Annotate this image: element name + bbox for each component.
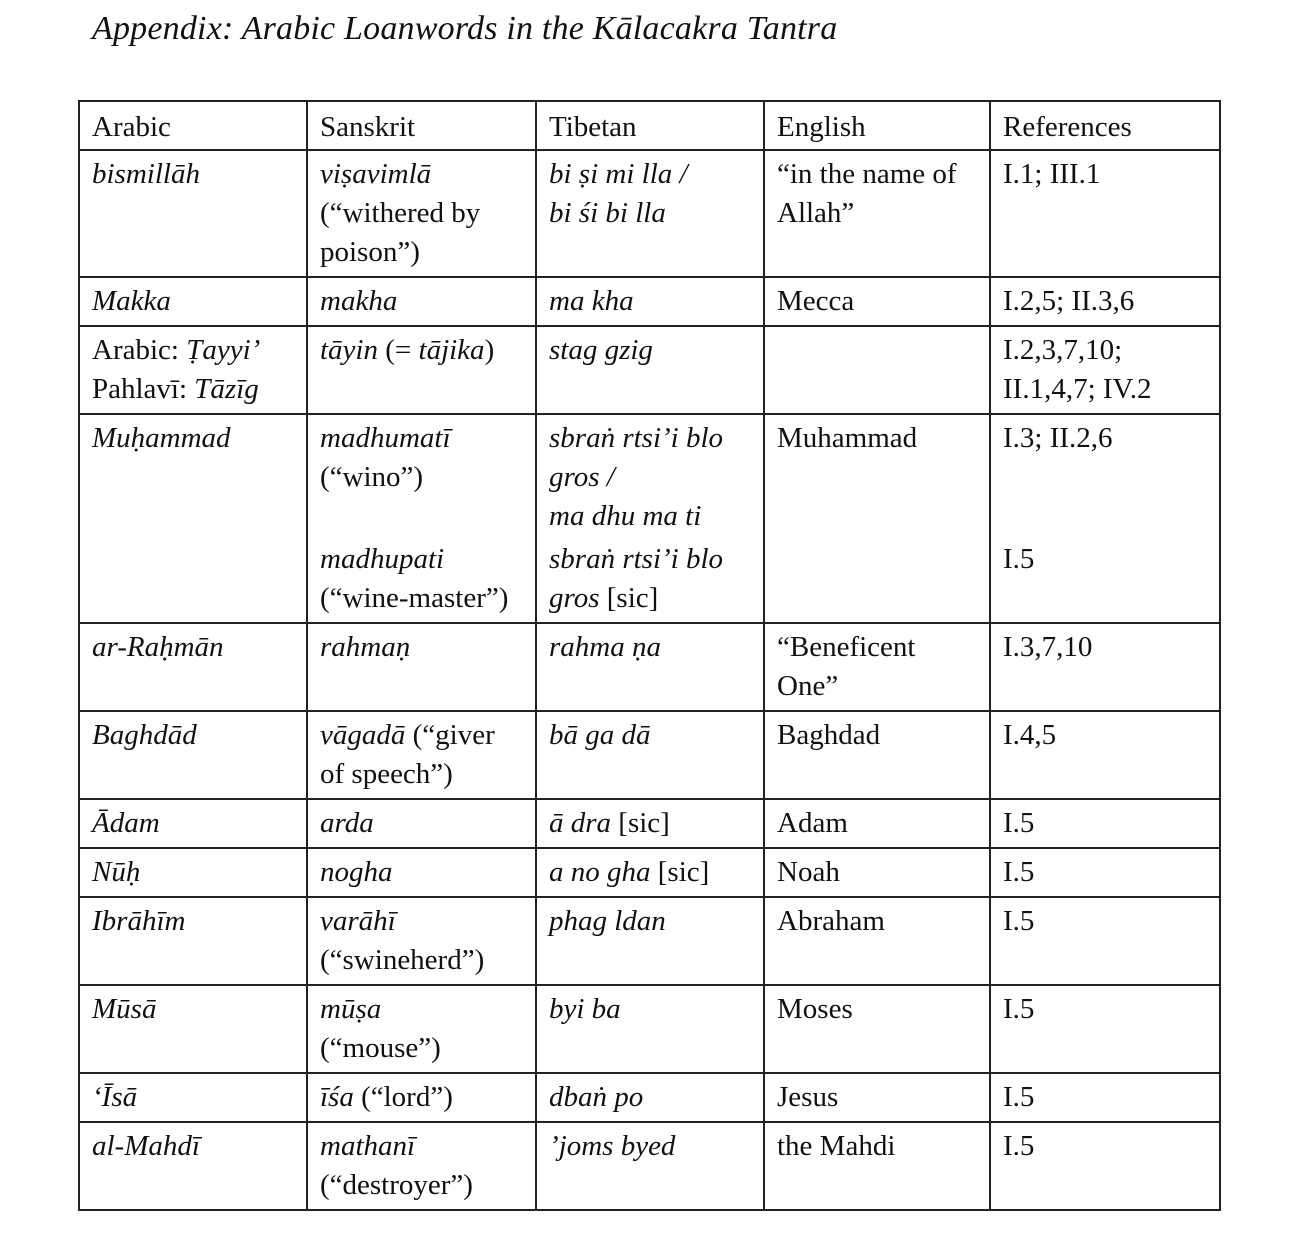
column-header-english: English: [764, 101, 990, 150]
sanskrit-term: madhumatī: [320, 422, 451, 454]
cell-tibetan: [536, 277, 764, 326]
arabic-term: Ibrāhīm: [92, 905, 186, 937]
cell-arabic: [79, 1122, 307, 1210]
cell-sanskrit: [307, 623, 536, 711]
cell-sanskrit: [307, 799, 536, 848]
english-term: Noah: [777, 856, 840, 888]
references-text-2: I.5: [1003, 543, 1035, 575]
english-term: Abraham: [777, 905, 885, 937]
cell-arabic: [79, 1073, 307, 1122]
sanskrit-paren-close: ): [484, 334, 495, 366]
tibetan-term: bi ṣi mi lla /: [549, 158, 688, 190]
english-term: “Beneficent One”: [777, 631, 916, 702]
column-header-sanskrit: Sanskrit: [307, 101, 536, 150]
arabic-term: ar-Raḥmān: [92, 631, 224, 663]
cell-arabic: [79, 711, 307, 799]
references-text: I.5: [1003, 993, 1035, 1025]
sanskrit-term-2: madhupati: [320, 543, 445, 575]
sanskrit-term: īśa: [320, 1081, 354, 1113]
cell-tibetan: [536, 414, 764, 623]
tibetan-term-2: sbraṅ rtsi’i blo gros: [549, 543, 724, 614]
references-text: I.5: [1003, 856, 1035, 888]
sanskrit-term: varāhī: [320, 905, 396, 937]
arabic-term: Makka: [92, 285, 171, 317]
english-term: Baghdad: [777, 719, 881, 751]
cell-references: [990, 799, 1220, 848]
cell-english: [764, 1122, 990, 1210]
cell-english: [764, 326, 990, 414]
cell-references: [990, 1073, 1220, 1122]
arabic-term: Mūsā: [92, 993, 157, 1025]
sanskrit-gloss-2: (“wine-master”): [320, 582, 509, 614]
table-row: [79, 277, 1220, 326]
sanskrit-term: vāgadā: [320, 719, 406, 751]
table-row: [79, 326, 1220, 414]
cell-arabic: [79, 414, 307, 623]
table-row: [79, 150, 1220, 277]
arabic-label: Arabic:: [92, 334, 187, 366]
cell-arabic: [79, 799, 307, 848]
cell-tibetan: [536, 326, 764, 414]
cell-tibetan: [536, 1122, 764, 1210]
table-row: [79, 799, 1220, 848]
cell-english: [764, 623, 990, 711]
tibetan-term: dbaṅ po: [549, 1081, 644, 1113]
cell-tibetan: [536, 799, 764, 848]
table-row: [79, 623, 1220, 711]
references-text: I.5: [1003, 1081, 1035, 1113]
cell-english: [764, 1073, 990, 1122]
cell-arabic: [79, 277, 307, 326]
cell-english: [764, 799, 990, 848]
sanskrit-paren-open: (=: [378, 334, 419, 366]
cell-english: [764, 277, 990, 326]
cell-english: [764, 414, 990, 623]
sanskrit-term: nogha: [320, 856, 393, 888]
references-text: I.3; II.2,6: [1003, 422, 1113, 454]
tibetan-term: a no gha: [549, 856, 651, 888]
tibetan-term: sbraṅ rtsi’i blo gros /: [549, 422, 724, 493]
column-header-arabic: Arabic: [79, 101, 307, 150]
references-text: I.5: [1003, 807, 1035, 839]
cell-references: [990, 985, 1220, 1073]
tibetan-term: bā ga dā: [549, 719, 651, 751]
cell-english: [764, 897, 990, 985]
cell-sanskrit: [307, 711, 536, 799]
references-text: I.3,7,10: [1003, 631, 1093, 663]
cell-sanskrit: [307, 1122, 536, 1210]
arabic-term: Nūḥ: [92, 856, 141, 888]
sanskrit-term: mūṣa: [320, 993, 382, 1025]
english-term: Jesus: [777, 1081, 839, 1113]
table-header-row: [79, 101, 1220, 150]
cell-tibetan: [536, 897, 764, 985]
sanskrit-term: tāyin: [320, 334, 378, 366]
english-term: Moses: [777, 993, 853, 1025]
cell-english: [764, 848, 990, 897]
cell-arabic: [79, 897, 307, 985]
cell-arabic: [79, 848, 307, 897]
loanwords-table: [78, 100, 1221, 1211]
cell-sanskrit: [307, 1073, 536, 1122]
references-text: I.5: [1003, 1130, 1035, 1162]
english-term: the Mahdi: [777, 1130, 896, 1162]
table-row: [79, 985, 1220, 1073]
page-title: Appendix: Arabic Loanwords in the Kālacakra Tantra: [92, 10, 838, 47]
tibetan-term: ’joms byed: [549, 1130, 676, 1162]
cell-references: [990, 1122, 1220, 1210]
table-row: [79, 1073, 1220, 1122]
arabic-term: Muḥammad: [92, 422, 231, 454]
cell-references: [990, 150, 1220, 277]
english-term: “in the name of Allah”: [777, 158, 957, 229]
cell-tibetan: [536, 623, 764, 711]
arabic-term: al-Mahdī: [92, 1130, 200, 1162]
references-text: I.5: [1003, 905, 1035, 937]
cell-tibetan: [536, 1073, 764, 1122]
english-term: Adam: [777, 807, 848, 839]
tibetan-term-alt: bi śi bi lla: [549, 197, 666, 229]
tibetan-term: stag gzig: [549, 334, 653, 366]
table-row: [79, 414, 1220, 623]
sanskrit-gloss: (“destroyer”): [320, 1169, 473, 1201]
tibetan-term: phag ldan: [549, 905, 666, 937]
table-row: [79, 711, 1220, 799]
tibetan-term: byi ba: [549, 993, 621, 1025]
cell-arabic: [79, 985, 307, 1073]
sanskrit-term: viṣavimlā: [320, 158, 432, 190]
cell-sanskrit: [307, 848, 536, 897]
sanskrit-term: arda: [320, 807, 374, 839]
cell-sanskrit: [307, 277, 536, 326]
arabic-term: bismillāh: [92, 158, 200, 190]
arabic-term: Ṭayyi’: [186, 334, 261, 366]
english-term: Mecca: [777, 285, 855, 317]
cell-references: [990, 277, 1220, 326]
table-row: [79, 1122, 1220, 1210]
tibetan-term: ā dra: [549, 807, 612, 839]
cell-references: [990, 897, 1220, 985]
tibetan-note: [sic]: [650, 856, 710, 888]
cell-arabic: [79, 326, 307, 414]
column-header-tibetan: Tibetan: [536, 101, 764, 150]
cell-arabic: [79, 623, 307, 711]
tibetan-note: [sic]: [611, 807, 670, 839]
tibetan-note-2: [sic]: [599, 582, 659, 614]
tibetan-term: rahma ṇa: [549, 631, 661, 663]
cell-sanskrit: [307, 414, 536, 623]
pahlavi-label: Pahlavī:: [92, 373, 195, 405]
sanskrit-gloss: (“wino”): [320, 461, 424, 493]
sanskrit-gloss: (“withered by poison”): [320, 197, 481, 268]
sanskrit-gloss: (“giver of speech”): [320, 719, 495, 790]
cell-english: [764, 711, 990, 799]
references-text: I.2,5; II.3,6: [1003, 285, 1135, 317]
column-header-references: References: [990, 101, 1220, 150]
cell-sanskrit: [307, 150, 536, 277]
cell-arabic: [79, 150, 307, 277]
cell-sanskrit: [307, 326, 536, 414]
references-text: I.1; III.1: [1003, 158, 1101, 190]
english-term: Muhammad: [777, 422, 918, 454]
arabic-term: Baghdād: [92, 719, 197, 751]
sanskrit-term-alt: tājika: [418, 334, 485, 366]
tibetan-term-alt: ma dhu ma ti: [549, 500, 702, 532]
cell-english: [764, 150, 990, 277]
sanskrit-gloss: (“lord”): [353, 1081, 453, 1113]
cell-tibetan: [536, 150, 764, 277]
sanskrit-term: rahmaṇ: [320, 631, 411, 663]
cell-sanskrit: [307, 985, 536, 1073]
cell-tibetan: [536, 711, 764, 799]
sanskrit-term: makha: [320, 285, 398, 317]
cell-references: [990, 848, 1220, 897]
table-row: [79, 897, 1220, 985]
cell-tibetan: [536, 848, 764, 897]
cell-references: [990, 623, 1220, 711]
references-text: I.4,5: [1003, 719, 1057, 751]
cell-references: [990, 414, 1220, 623]
cell-references: [990, 711, 1220, 799]
cell-references: [990, 326, 1220, 414]
sanskrit-gloss: (“swineherd”): [320, 944, 485, 976]
arabic-term: Ādam: [92, 807, 160, 839]
cell-english: [764, 985, 990, 1073]
tibetan-term: ma kha: [549, 285, 634, 317]
table-row: [79, 848, 1220, 897]
arabic-term: ‘Īsā: [92, 1081, 138, 1113]
sanskrit-gloss: (“mouse”): [320, 1032, 441, 1064]
cell-sanskrit: [307, 897, 536, 985]
cell-tibetan: [536, 985, 764, 1073]
sanskrit-term: mathanī: [320, 1130, 416, 1162]
pahlavi-term: Tāzīg: [194, 373, 259, 405]
references-text: I.2,3,7,10; II.1,4,7; IV.2: [1003, 334, 1152, 405]
